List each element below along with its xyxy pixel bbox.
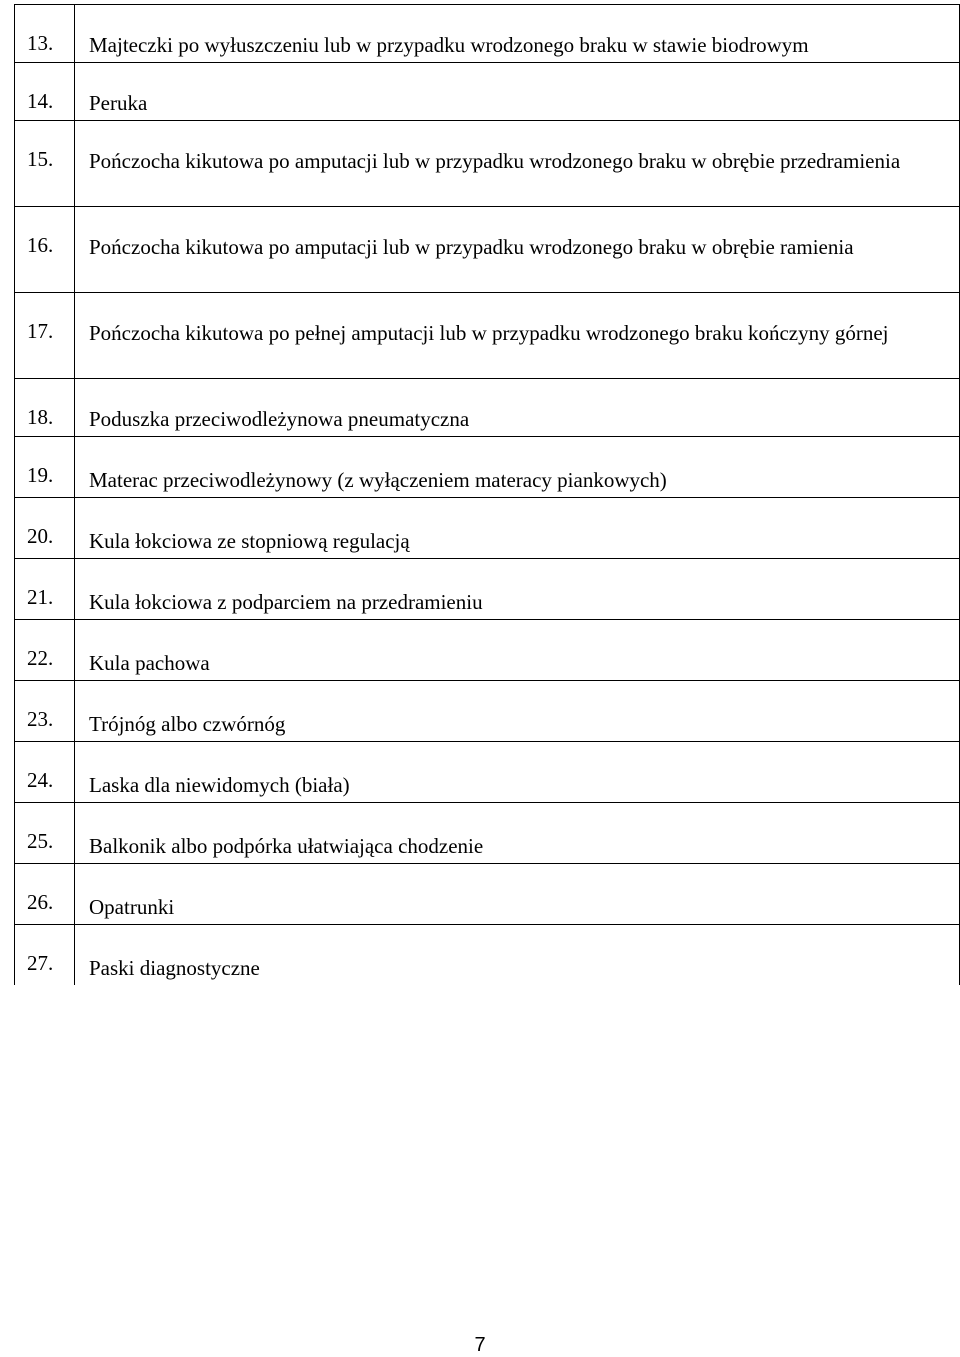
item-text: Pończocha kikutowa po amputacji lub w przypadku wrodzonego braku w obrębie ramienia xyxy=(75,207,960,293)
item-number: 18. xyxy=(15,379,75,437)
item-text: Majteczki po wyłuszczeniu lub w przypadku wrodzonego braku w stawie biodrowym xyxy=(75,5,960,63)
item-text: Poduszka przeciwodleżynowa pneumatyczna xyxy=(75,379,960,437)
item-text: Kula pachowa xyxy=(75,620,960,681)
item-number: 23. xyxy=(15,681,75,742)
item-number: 21. xyxy=(15,559,75,620)
table-row xyxy=(15,121,960,207)
item-text: Paski diagnostyczne xyxy=(75,925,960,986)
table-row xyxy=(15,379,960,437)
page-number: 7 xyxy=(474,1334,486,1356)
table-row xyxy=(15,925,960,986)
item-number: 17. xyxy=(15,293,75,379)
item-number: 24. xyxy=(15,742,75,803)
table-row xyxy=(15,742,960,803)
table-row xyxy=(15,803,960,864)
item-text: Pończocha kikutowa po amputacji lub w przypadku wrodzonego braku w obrębie przedramienia xyxy=(75,121,960,207)
item-number: 25. xyxy=(15,803,75,864)
item-number: 16. xyxy=(15,207,75,293)
table-row xyxy=(15,559,960,620)
item-number: 13. xyxy=(15,5,75,63)
item-text: Kula łokciowa ze stopniową regulacją xyxy=(75,498,960,559)
item-number: 20. xyxy=(15,498,75,559)
item-number: 19. xyxy=(15,437,75,498)
table-row xyxy=(15,620,960,681)
items-table xyxy=(14,4,960,985)
item-number: 15. xyxy=(15,121,75,207)
item-number: 27. xyxy=(15,925,75,986)
table-row xyxy=(15,5,960,63)
item-text: Trójnóg albo czwórnóg xyxy=(75,681,960,742)
item-text: Opatrunki xyxy=(75,864,960,925)
item-text: Pończocha kikutowa po pełnej amputacji lub w przypadku wrodzonego braku kończyny górnej xyxy=(75,293,960,379)
table-row xyxy=(15,207,960,293)
item-number: 26. xyxy=(15,864,75,925)
table-row xyxy=(15,63,960,121)
item-text: Laska dla niewidomych (biała) xyxy=(75,742,960,803)
item-text: Peruka xyxy=(75,63,960,121)
table-row xyxy=(15,864,960,925)
item-number: 22. xyxy=(15,620,75,681)
table-row xyxy=(15,681,960,742)
item-text: Balkonik albo podpórka ułatwiająca chodzenie xyxy=(75,803,960,864)
table-row xyxy=(15,437,960,498)
item-number: 14. xyxy=(15,63,75,121)
item-text: Materac przeciwodleżynowy (z wyłączeniem materacy piankowych) xyxy=(75,437,960,498)
item-text: Kula łokciowa z podparciem na przedramieniu xyxy=(75,559,960,620)
table-row xyxy=(15,293,960,379)
table-row xyxy=(15,498,960,559)
